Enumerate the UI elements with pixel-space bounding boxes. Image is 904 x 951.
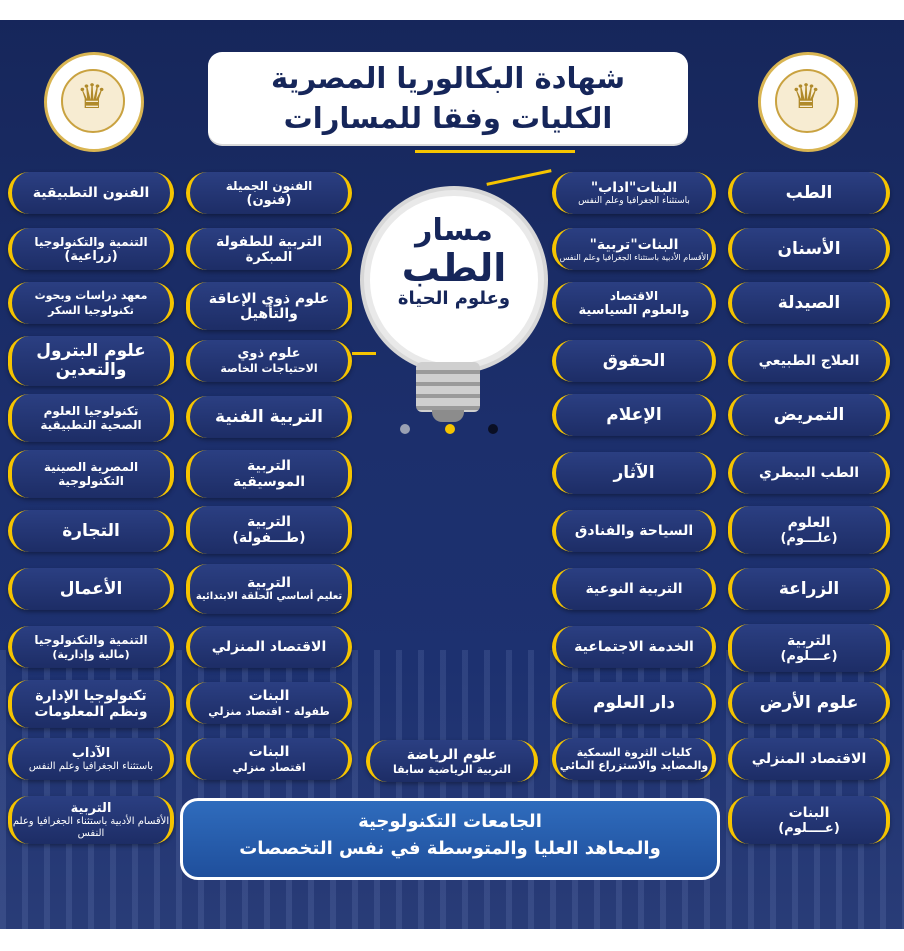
faculty-name: الآداب (71, 745, 111, 761)
faculty-pill (186, 396, 352, 438)
faculty-name: الاقتصاد المنزلي (751, 751, 867, 767)
faculty-pill (8, 626, 174, 668)
faculty-pill (728, 506, 890, 554)
top-frame (0, 0, 904, 20)
faculty-name: البنات"تربية" (589, 236, 679, 253)
faculty-note: تكنولوجيا السكر (48, 304, 134, 317)
faculty-name: علوم الرياضة (406, 746, 498, 763)
faculty-name: التربية (247, 575, 291, 591)
faculty-pill (8, 796, 174, 844)
faculty-pill (728, 394, 890, 436)
faculty-pill (728, 228, 890, 270)
faculty-pill (728, 172, 890, 214)
dot-icon (445, 424, 455, 434)
faculty-name: الخدمة الاجتماعية (574, 639, 694, 655)
faculty-name: علوم الأرض (759, 692, 859, 713)
title-box (208, 52, 688, 144)
faculty-name: التربية الفنية (215, 406, 323, 427)
faculty-note: باستثناء الجغرافيا وعلم النفس (578, 195, 690, 206)
faculty-name: معهد دراسات وبحوث (34, 289, 148, 302)
faculty-pill (186, 228, 352, 270)
faculty-note: التربية الرياضية سابقا (392, 762, 512, 776)
faculty-note: والعلوم السياسية (578, 302, 690, 318)
faculty-note: والمصايد والاستزراع المائي (559, 759, 709, 772)
faculty-name: البنات (248, 743, 290, 760)
title-line-2: الكليات وفقا للمسارات (283, 101, 613, 135)
faculty-pill (186, 564, 352, 614)
tech-universities-line-1: الجامعات التكنولوجية (358, 811, 542, 832)
faculty-name: التربية (247, 458, 291, 474)
bottom-frame (0, 929, 904, 951)
dot-icon (400, 424, 410, 434)
faculty-pill (552, 568, 716, 610)
faculty-note: الموسيقية (233, 474, 305, 490)
connector-line (486, 169, 551, 186)
faculty-pill (728, 624, 890, 672)
faculty-note: الاحتياجات الخاصة (220, 362, 318, 375)
faculty-name: الحقوق (602, 350, 666, 371)
faculty-pill (728, 738, 890, 780)
faculty-pill (552, 172, 716, 214)
faculty-note: (مالية وإدارية) (52, 647, 130, 661)
faculty-name: كليات الثروة السمكية (576, 746, 692, 759)
faculty-name: التربية النوعية (585, 581, 683, 597)
faculty-pill (8, 282, 174, 324)
faculty-note: الأقسام الأدبية باستثناء الجغرافيا وعلم النفس (12, 815, 170, 839)
faculty-name: السياحة والفنادق (574, 523, 694, 539)
faculty-pill (728, 282, 890, 324)
faculty-pill (186, 682, 352, 724)
faculty-pill (552, 394, 716, 436)
faculty-name: العلوم (787, 514, 831, 531)
faculty-name: البنات (248, 687, 290, 704)
faculty-name: التنمية والتكنولوجيا (34, 234, 148, 249)
faculty-name: تكنولوجيا العلوم (43, 404, 139, 418)
faculty-pill (728, 568, 890, 610)
track-line-1: مسار (415, 213, 493, 248)
faculty-name: علوم ذوي الإعاقة (208, 290, 330, 307)
connector-line (352, 352, 376, 355)
faculty-name: التمريض (773, 404, 845, 425)
faculty-name: التربية (787, 632, 831, 649)
faculty-note: باستثناء الجغرافيا وعلم النفس (28, 760, 154, 772)
faculty-pill (8, 680, 174, 728)
faculty-pill (8, 336, 174, 386)
title-underline (415, 150, 575, 153)
faculty-name: البنات (788, 804, 830, 821)
faculty-name: الإعلام (606, 404, 662, 425)
faculty-pill (552, 452, 716, 494)
faculty-note: الأقسام الأدبية باستثناء الجغرافيا وعلم النفس (559, 252, 709, 262)
faculty-name: التربية للطفولة (215, 233, 323, 250)
faculty-name: الفنون الجميلة (225, 178, 313, 193)
faculty-note: (طـــفولة) (232, 530, 306, 546)
faculty-name: العلاج الطبيعي (758, 353, 860, 369)
faculty-name: التنمية والتكنولوجيا (34, 632, 148, 647)
faculty-pill (728, 452, 890, 494)
faculty-name: التربية (70, 800, 112, 816)
track-bulb (364, 190, 544, 370)
faculty-note: المبكرة (245, 249, 293, 265)
faculty-note: والتأهيل (240, 305, 298, 322)
faculty-pill (8, 568, 174, 610)
faculty-name: الطب (785, 182, 833, 203)
faculty-pill (186, 626, 352, 668)
faculty-pill (8, 228, 174, 270)
faculty-pill (728, 796, 890, 844)
faculty-pill (186, 738, 352, 780)
faculty-pill (186, 340, 352, 382)
faculty-note: التكنولوجية (58, 474, 124, 488)
faculty-name: التجارة (62, 520, 120, 541)
track-line-3: وعلوم الحياة (397, 288, 511, 309)
faculty-pill (552, 228, 716, 270)
faculty-name: علوم ذوي (237, 346, 301, 361)
faculty-note: (عــــلوم) (778, 820, 840, 836)
faculty-pill (552, 282, 716, 324)
faculty-note: والتعدين (55, 360, 127, 380)
eagle-emblem-icon: ♛ (790, 77, 822, 117)
faculty-note: طفولة - اقتصاد منزلي (208, 704, 330, 718)
faculty-note: اقتصاد منزلي (232, 760, 306, 774)
faculty-note: ونظم المعلومات (34, 704, 148, 720)
faculty-name: الاقتصاد (609, 288, 659, 303)
faculty-pill (8, 450, 174, 498)
faculty-name: الاقتصاد المنزلي (211, 639, 327, 655)
faculty-name: التربية (247, 514, 291, 530)
faculty-note: (عـــلوم) (780, 648, 838, 664)
faculty-pill (552, 510, 716, 552)
faculty-name: الصيدلة (777, 292, 841, 313)
track-line-2: الطب (401, 246, 507, 290)
tech-universities-line-2: والمعاهد العليا والمتوسطة في نفس التخصصات (239, 838, 661, 859)
faculty-note: (زراعية) (64, 248, 118, 264)
faculty-name: الأسنان (777, 238, 841, 259)
bulb-base-icon (416, 362, 480, 412)
faculty-pill (552, 340, 716, 382)
faculty-name: علوم البترول (36, 341, 146, 361)
faculty-pill (8, 510, 174, 552)
faculty-name: الطب البيطري (758, 465, 860, 481)
faculty-pill (552, 682, 716, 724)
education-ministry-logo (758, 52, 858, 152)
faculty-name: دار العلوم (592, 692, 676, 713)
faculty-pill (8, 738, 174, 780)
bulb-tip-icon (432, 410, 464, 422)
dot-icon (488, 424, 498, 434)
faculty-name: الفنون التطبيقية (32, 185, 150, 201)
faculty-pill (186, 282, 352, 330)
faculty-name: تكنولوجيا الإدارة (35, 688, 147, 704)
faculty-pill (728, 682, 890, 724)
faculty-pill (8, 172, 174, 214)
faculty-name: البنات"اداب" (590, 179, 678, 196)
faculty-pill (186, 450, 352, 498)
faculty-pill (552, 738, 716, 780)
faculty-pill (366, 740, 538, 782)
faculty-name: الزراعة (778, 578, 840, 599)
faculty-name: الآثار (613, 462, 655, 483)
tech-universities-box (180, 798, 720, 880)
faculty-pill (8, 394, 174, 442)
faculty-name: المصرية الصينية (43, 460, 139, 474)
higher-education-logo (44, 52, 144, 152)
faculty-note: تعليم أساسي الحلقة الابتدائية (195, 591, 343, 602)
faculty-note: الصحية التطبيقية (40, 418, 142, 432)
eagle-emblem-icon: ♛ (76, 77, 108, 117)
faculty-name: الأعمال (59, 578, 123, 599)
faculty-pill (186, 506, 352, 554)
faculty-pill (186, 172, 352, 214)
faculty-note: (فنون) (246, 192, 292, 208)
faculty-pill (728, 340, 890, 382)
faculty-note: (علـــوم) (780, 530, 838, 546)
title-line-1: شهادة البكالوريا المصرية (270, 61, 626, 95)
faculty-pill (552, 626, 716, 668)
